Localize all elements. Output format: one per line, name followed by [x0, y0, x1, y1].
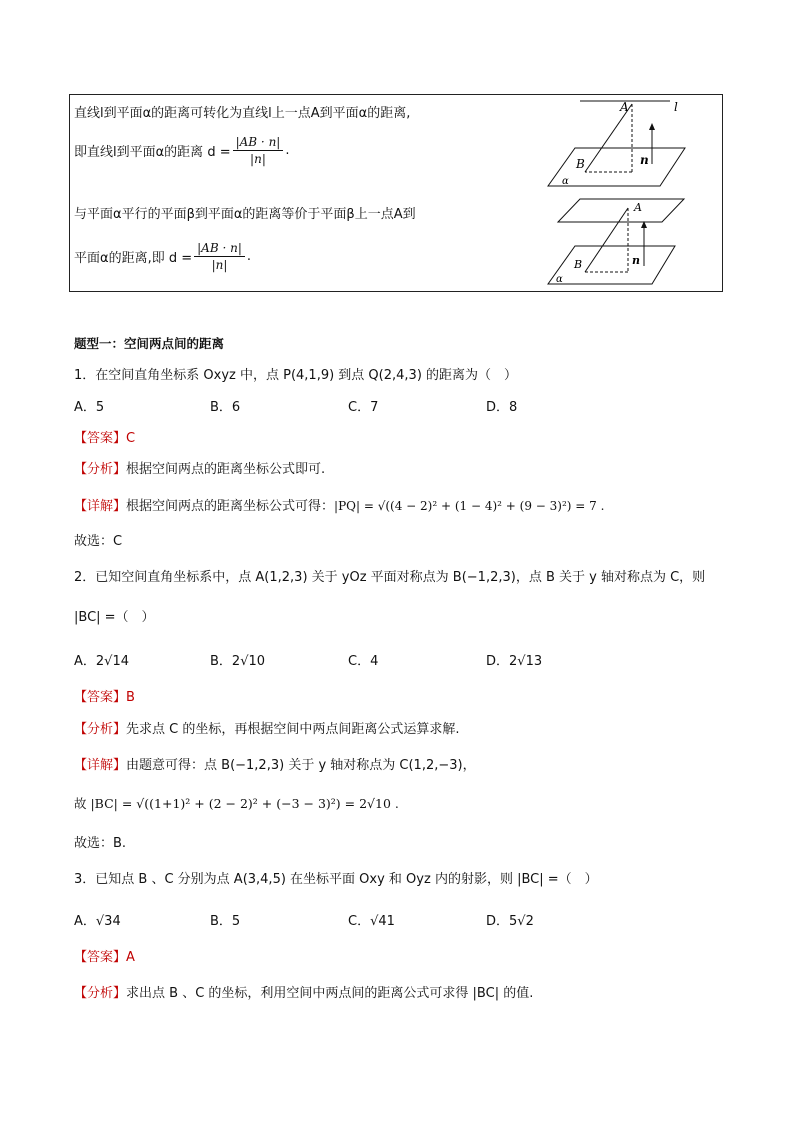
fig2-label-n: n: [632, 254, 640, 267]
answer-value: C: [126, 431, 136, 446]
answer-tag: 【答案】: [74, 950, 127, 965]
fig1-label-l: l: [674, 100, 678, 114]
analysis-text: 先求点 C 的坐标，再根据空间中两点间距离公式运算求解.: [126, 722, 460, 737]
q2-option-a: A．2√14: [74, 654, 129, 669]
fig1-label-n: n: [640, 153, 649, 167]
q3-option-b: B．5: [210, 914, 241, 929]
box-line-4-prefix: 平面α的距离,即 d =: [74, 251, 193, 266]
fig1-label-A: A: [620, 100, 629, 114]
analysis-tag: 【分析】: [74, 462, 127, 477]
detail-text: 根据空间两点的距离坐标公式可得：: [126, 499, 335, 514]
q2-option-d: D．2√13: [486, 654, 543, 669]
q2-stem-continued: |BC| =（ ）: [74, 610, 155, 625]
q1-option-a: A．5: [74, 400, 105, 415]
answer-value: A: [126, 950, 135, 965]
q3-analysis: [74, 982, 533, 1001]
fig1-label-B: B: [576, 157, 585, 171]
q2-option-b: B．2√10: [210, 654, 266, 669]
analysis-text: 根据空间两点的距离坐标公式即可.: [126, 462, 326, 477]
q1-answer: [74, 427, 135, 446]
q1-detail: [74, 495, 604, 514]
distance-formula-2: [194, 240, 245, 273]
q2-analysis: [74, 718, 460, 737]
q1-analysis: [74, 458, 325, 477]
detail-text: 由题意可得：点 B(−1,2,3) 关于 y 轴对称点为 C(1,2,−3)，: [126, 758, 476, 773]
formula-1-numerator: |AB · n|: [233, 134, 284, 151]
fig1-label-alpha: α: [562, 176, 569, 187]
q1-stem: 1．在空间直角坐标系 Oxyz 中，点 P(4,1,9) 到点 Q(2,4,3) 的距离为（ ）: [74, 368, 518, 383]
parallel-planes-figure: [540, 194, 690, 289]
box-line-4: 平面α的距离,即 d = $\frac{|AB \cdot n|}{|n|}$ .: [74, 241, 252, 272]
fig2-label-B: B: [574, 258, 583, 271]
answer-tag: 【答案】: [74, 690, 127, 705]
fig2-label-alpha: α: [556, 274, 563, 285]
q2-stem: 2．已知空间直角坐标系中，点 A(1,2,3) 关于 yOz 平面对称点为 B(−1,2,3)，点 B 关于 y 轴对称点为 C，则: [74, 570, 706, 585]
line-plane-figure: [540, 96, 690, 192]
answer-tag: 【答案】: [74, 431, 127, 446]
box-line-3: 与平面α平行的平面β到平面α的距离等价于平面β上一点A到: [74, 207, 416, 222]
analysis-tag: 【分析】: [74, 986, 127, 1001]
q1-option-d: D．8: [486, 400, 518, 415]
detail-tag: 【详解】: [74, 758, 127, 773]
q3-stem: 3．已知点 B 、C 分别为点 A(3,4,5) 在坐标平面 Oxy 和 Oyz 内的射影，则 |BC| =（ ）: [74, 872, 598, 887]
q3-option-d: D．5√2: [486, 914, 534, 929]
q1-option-b: B．6: [210, 400, 241, 415]
section-title: 题型一：空间两点间的距离: [74, 336, 225, 351]
q2-option-c: C．4: [348, 654, 379, 669]
formula-2-numerator: |AB · n|: [194, 240, 245, 257]
fig2-label-A: A: [634, 201, 642, 214]
formula-2-denominator: |n|: [211, 258, 228, 272]
q2-detail: [74, 754, 476, 773]
box-line-1: 直线l到平面α的距离可转化为直线l上一点A到平面α的距离,: [74, 106, 411, 121]
q3-answer: [74, 946, 135, 965]
q1-option-c: C．7: [348, 400, 379, 415]
analysis-tag: 【分析】: [74, 722, 127, 737]
detail-formula: |PQ| = √((4 − 2)² + (1 − 4)² + (9 − 3)²) = 7 .: [334, 499, 605, 513]
q2-detail-formula: 故 |BC| = √((1+1)² + (2 − 2)² + (−3 − 3)²) = 2√10 .: [74, 796, 399, 811]
formula-1-denominator: |n|: [250, 152, 266, 166]
q2-answer: [74, 686, 135, 705]
q3-option-c: C．√41: [348, 914, 395, 929]
box-line-2-prefix: 即直线l到平面α的距离 d =: [74, 145, 231, 160]
q1-choose: 故选：C: [74, 534, 123, 549]
analysis-text: 求出点 B 、C 的坐标，利用空间中两点间的距离公式可求得 |BC| 的值.: [126, 986, 534, 1001]
q3-option-a: A．√34: [74, 914, 121, 929]
box-line-2: 即直线l到平面α的距离 d = $\frac{|AB \cdot n|}{|n|}$ .: [74, 135, 290, 166]
q2-choose: 故选：B.: [74, 836, 127, 851]
answer-value: B: [126, 690, 135, 705]
distance-formula-1: [233, 134, 284, 167]
detail-tag: 【详解】: [74, 499, 127, 514]
